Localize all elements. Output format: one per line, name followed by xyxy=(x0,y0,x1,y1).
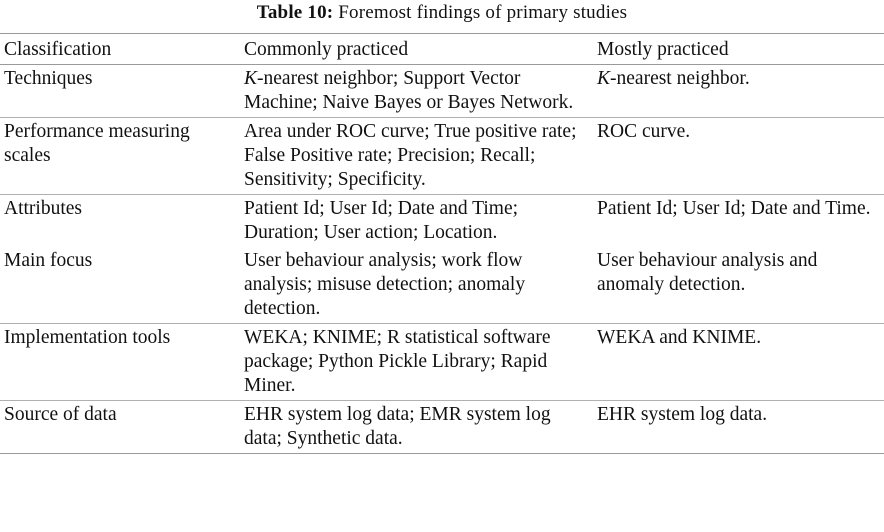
findings-table xyxy=(0,33,884,454)
row-classification: Performance measuring scales xyxy=(0,118,240,195)
table-caption xyxy=(0,2,884,24)
row-commonly-practiced: User behaviour analysis; work flow analysis; misuse detection; anomaly detection. xyxy=(240,247,593,324)
row-classification: Source of data xyxy=(0,401,240,454)
header-row xyxy=(0,34,884,65)
caption-text: Foremost findings of primary studies xyxy=(338,2,628,23)
row-commonly-practiced: WEKA; KNIME; R statistical software package; Python Pickle Library; Rapid Miner. xyxy=(240,324,593,401)
row-classification: Techniques xyxy=(0,65,240,118)
header-mostly-practiced: Mostly practiced xyxy=(593,34,884,65)
row-mostly-practiced: EHR system log data. xyxy=(593,401,884,454)
table-row xyxy=(0,247,884,324)
cell-text: -nearest neighbor; Support Vector Machine; Naive Bayes or Bayes Network. xyxy=(244,68,574,113)
row-commonly-practiced: EHR system log data; EMR system log data; Synthetic data. xyxy=(240,401,593,454)
row-mostly-practiced: Patient Id; User Id; Date and Time. xyxy=(597,198,871,219)
caption-label: Table 10: xyxy=(256,2,334,23)
row-commonly-practiced xyxy=(240,65,593,118)
row-commonly-practiced: Area under ROC curve; True positive rate; False Positive rate; Precision; Recall; Sensitivity; Specificity. xyxy=(240,118,593,195)
row-mostly-practiced: User behaviour analysis and anomaly detection. xyxy=(593,247,884,324)
k-symbol: K xyxy=(244,68,258,89)
table-row xyxy=(0,195,884,248)
cell-text: -nearest neighbor. xyxy=(610,68,750,89)
table-row xyxy=(0,401,884,454)
k-symbol: K xyxy=(597,68,611,89)
row-classification: Attributes xyxy=(4,198,82,219)
row-classification: Main focus xyxy=(0,247,240,324)
header-commonly-practiced: Commonly practiced xyxy=(240,34,593,65)
row-classification: Implementation tools xyxy=(0,324,240,401)
row-mostly-practiced xyxy=(593,65,884,118)
table-row xyxy=(0,324,884,401)
header-classification: Classification xyxy=(0,34,240,65)
table-row xyxy=(0,118,884,195)
row-mostly-practiced: ROC curve. xyxy=(593,118,884,195)
row-commonly-practiced: Patient Id; User Id; Date and Time; Duration; User action; Location. xyxy=(244,198,519,243)
table-row xyxy=(0,65,884,118)
row-mostly-practiced: WEKA and KNIME. xyxy=(593,324,884,401)
